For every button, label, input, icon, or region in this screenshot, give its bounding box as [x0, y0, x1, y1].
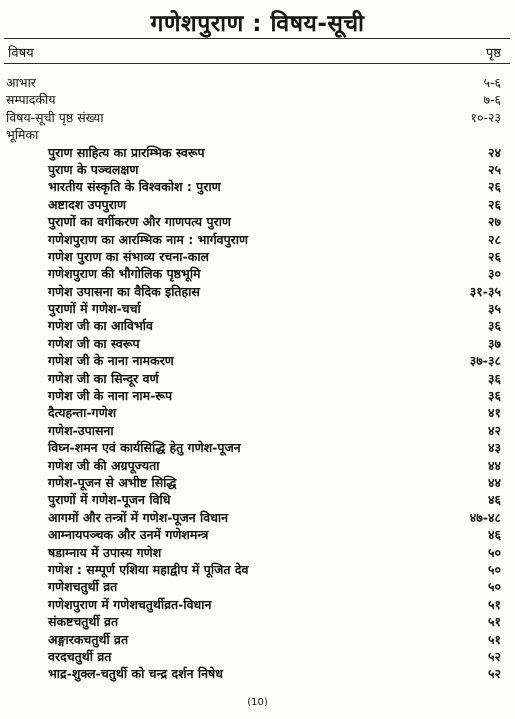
toc-entry-page: ४६: [487, 492, 501, 508]
toc-entry: [0, 283, 515, 300]
toc-entry-title: पुराण के पञ्चलक्षण: [48, 161, 139, 177]
column-header-page: पृष्ठ: [485, 46, 501, 61]
toc-entry-page: ३६: [487, 318, 501, 334]
toc-entry-title: गणेश : सम्पूर्ण एशिया महाद्वीप में पूजित देव: [48, 561, 249, 577]
toc-entry: [0, 265, 515, 282]
toc-entry: [0, 335, 515, 352]
toc-entry-title: गणेशपुराण की भौगोलिक पृष्ठभूमि: [48, 266, 201, 282]
toc-entry-title: गणेश-उपासना: [48, 422, 114, 438]
toc-entry: [0, 613, 515, 630]
toc-entry: [0, 352, 515, 369]
table-of-contents: [0, 74, 515, 683]
toc-entry: [0, 509, 515, 526]
toc-entry: [0, 631, 515, 648]
toc-entry-title: गणेश जी का स्वरूप: [48, 335, 140, 351]
toc-entry-page: ३७: [487, 335, 501, 351]
toc-entry: [0, 561, 515, 578]
toc-entry-title: पुराणों में गणेश-पूजन विधि: [48, 492, 171, 508]
toc-entry: [0, 648, 515, 665]
toc-entry-title: विषय-सूची पृष्ठ संख्या: [6, 109, 104, 125]
toc-entry: [0, 74, 515, 91]
toc-entry-title: गणेशपुराण का आरम्भिक नाम : भार्गवपुराण: [48, 231, 249, 247]
toc-entry: [0, 317, 515, 334]
toc-entry-title: पुराणों में गणेश-चर्चा: [48, 301, 141, 317]
toc-entry: [0, 300, 515, 317]
toc-entry-page: ४६: [487, 527, 501, 543]
toc-entry: [0, 178, 515, 195]
top-rule: [4, 38, 510, 39]
toc-entry: [0, 422, 515, 439]
toc-entry-page: २८: [487, 231, 501, 247]
toc-entry-page: ५२: [487, 648, 501, 664]
toc-entry-title: गणेशपुराण में गणेशचतुर्थीव्रत-विधान: [48, 596, 212, 612]
toc-entry-page: २६: [487, 248, 501, 264]
toc-entry-page: ५-६: [483, 75, 501, 90]
toc-entry-title: गणेश जी के नाना नाम-रूप: [48, 388, 173, 404]
toc-entry-page: ४१: [487, 405, 501, 421]
toc-entry: [0, 126, 515, 143]
toc-entry-page: ३५: [487, 301, 501, 317]
toc-entry-title: गणेश उपासना का वैदिक इतिहास: [48, 283, 200, 299]
toc-entry: [0, 404, 515, 421]
toc-entry-title: पुराणों का वर्गीकरण और गाणपत्य पुराण: [48, 214, 231, 230]
toc-entry-page: ४३: [487, 440, 501, 456]
toc-entry: [0, 91, 515, 108]
toc-entry-page: २७: [487, 214, 501, 230]
toc-entry-title: दैत्यहन्ता-गणेश: [48, 405, 117, 421]
toc-entry-title: गणेश जी के नाना नामकरण: [48, 353, 174, 369]
toc-entry-title: संकष्टचतुर्थी व्रत: [48, 614, 119, 630]
toc-entry-title: पुराण साहित्य का प्रारम्भिक स्वरूप: [48, 144, 205, 160]
toc-entry-title: वरदचतुर्थी व्रत: [48, 648, 112, 664]
header-rule: [4, 63, 510, 64]
toc-entry-page: ५०: [487, 544, 501, 560]
toc-entry-title: गणेश पुराण का संभाव्य रचना-काल: [48, 248, 210, 264]
toc-entry-page: ४४: [487, 474, 501, 490]
toc-entry: [0, 213, 515, 230]
toc-entry-page: २४: [487, 144, 501, 160]
toc-entry: [0, 161, 515, 178]
toc-entry-title: सम्पादकीय: [6, 92, 56, 108]
toc-entry-page: ३७-३८: [469, 353, 501, 369]
toc-entry: [0, 144, 515, 161]
toc-entry: [0, 596, 515, 613]
toc-entry: [0, 109, 515, 126]
page-number: (10): [247, 697, 268, 708]
toc-entry: [0, 544, 515, 561]
toc-entry-page: २५: [487, 161, 501, 177]
toc-entry-page: ५०: [487, 561, 501, 577]
toc-entry: [0, 526, 515, 543]
toc-entry: [0, 248, 515, 265]
toc-entry-title: गणेश जी का आविर्भाव: [48, 318, 153, 334]
toc-entry-title: गणेश जी की अग्रपूज्यता: [48, 457, 160, 473]
toc-entry-title: आभार: [6, 75, 36, 90]
toc-entry: [0, 196, 515, 213]
toc-entry-title: अङ्गारकचतुर्थी व्रत: [48, 631, 129, 647]
toc-entry-page: ४२: [487, 422, 501, 438]
toc-entry-page: २६: [487, 179, 501, 195]
toc-entry-page: ५१: [487, 596, 501, 612]
toc-entry-title: भाद्र-शुक्ल-चतुर्थी को चन्द्र दर्शन निषेध: [48, 666, 223, 682]
toc-entry-title: आम्नायपञ्चक और उनमें गणेशमन्त्र: [48, 527, 209, 543]
toc-entry: [0, 387, 515, 404]
toc-entry: [0, 665, 515, 682]
toc-entry-page: ३०: [487, 266, 501, 282]
toc-entry-page: ३६: [487, 370, 501, 386]
toc-entry-page: १०-२३: [470, 109, 501, 125]
page-title: गणेशपुराण : विषय-सूची: [150, 11, 365, 37]
toc-entry: [0, 439, 515, 456]
toc-entry: [0, 231, 515, 248]
toc-entry-title: भूमिका: [6, 127, 39, 143]
toc-entry-title: गणेशचतुर्थी व्रत: [48, 579, 118, 595]
toc-entry-title: अष्टादश उपपुराण: [48, 196, 127, 212]
toc-entry-page: ५१: [487, 614, 501, 630]
toc-entry-page: २६: [487, 196, 501, 212]
toc-entry-title: भारतीय संस्कृति के विश्वकोश : पुराण: [48, 179, 221, 195]
toc-entry-title: गणेश जी का सिन्दूर वर्ण: [48, 370, 159, 386]
toc-entry-page: ४७-४८: [469, 509, 501, 525]
toc-entry-page: ३१-३५: [469, 283, 501, 299]
toc-entry-page: ३६: [487, 388, 501, 404]
toc-entry: [0, 474, 515, 491]
toc-entry: [0, 370, 515, 387]
toc-entry-page: ५०: [487, 579, 501, 595]
toc-entry-page: ५१: [487, 631, 501, 647]
toc-entry-page: ७-६: [483, 92, 501, 108]
toc-entry: [0, 457, 515, 474]
column-header-subject: विषय: [8, 46, 34, 61]
toc-entry-title: विघ्न-शमन एवं कार्यसिद्धि हेतु गणेश-पूजन: [48, 440, 241, 456]
toc-entry-title: षडाम्नाय में उपास्य गणेश: [48, 544, 162, 560]
toc-entry: [0, 491, 515, 508]
toc-entry: [0, 578, 515, 595]
toc-entry-page: ४४: [487, 457, 501, 473]
toc-entry-page: ५२: [487, 666, 501, 682]
toc-entry-title: गणेश-पूजन से अभीष्ट सिद्धि: [48, 474, 177, 490]
toc-entry-title: आगमों और तन्त्रों में गणेश-पूजन विधान: [48, 509, 229, 525]
